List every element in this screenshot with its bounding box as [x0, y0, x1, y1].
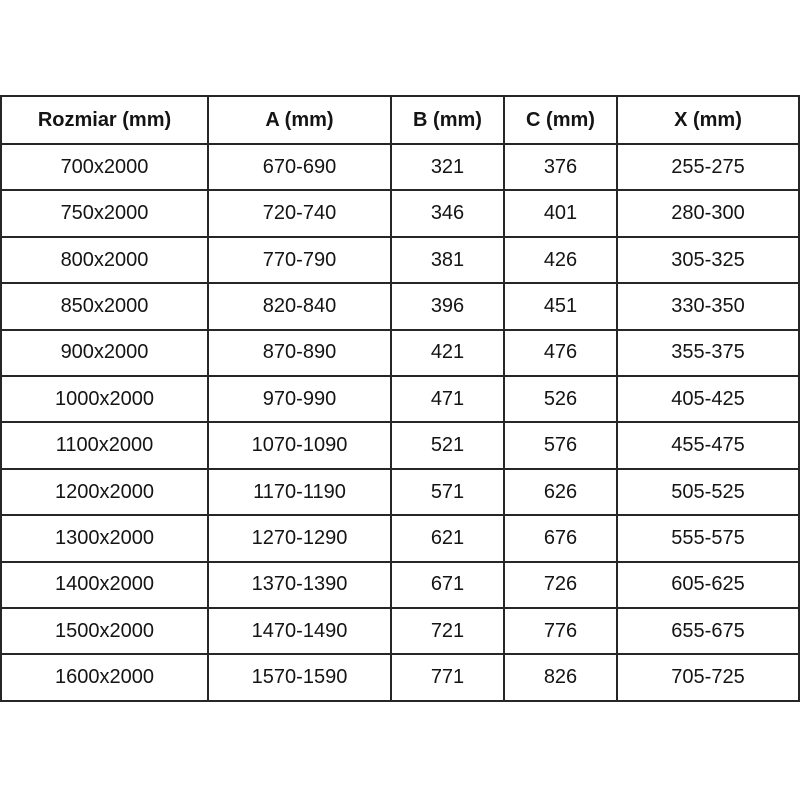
cell-a: 1470-1490 — [208, 608, 391, 654]
cell-c: 576 — [504, 422, 617, 468]
cell-a: 1370-1390 — [208, 562, 391, 608]
table-row — [1, 422, 799, 468]
cell-x: 280-300 — [617, 190, 799, 236]
cell-x: 455-475 — [617, 422, 799, 468]
cell-x: 705-725 — [617, 654, 799, 701]
cell-c: 451 — [504, 283, 617, 329]
cell-b: 381 — [391, 237, 504, 283]
table-row — [1, 515, 799, 561]
cell-b: 346 — [391, 190, 504, 236]
cell-x: 255-275 — [617, 144, 799, 190]
cell-rozmiar: 1500x2000 — [1, 608, 208, 654]
cell-x: 505-525 — [617, 469, 799, 515]
cell-b: 721 — [391, 608, 504, 654]
table-row — [1, 283, 799, 329]
table-header-row — [1, 96, 799, 144]
cell-a: 970-990 — [208, 376, 391, 422]
cell-x: 305-325 — [617, 237, 799, 283]
cell-rozmiar: 1400x2000 — [1, 562, 208, 608]
cell-c: 526 — [504, 376, 617, 422]
table-row — [1, 237, 799, 283]
cell-x: 355-375 — [617, 330, 799, 376]
table-row — [1, 608, 799, 654]
cell-b: 621 — [391, 515, 504, 561]
cell-a: 720-740 — [208, 190, 391, 236]
cell-rozmiar: 1200x2000 — [1, 469, 208, 515]
cell-c: 776 — [504, 608, 617, 654]
cell-rozmiar: 700x2000 — [1, 144, 208, 190]
cell-b: 521 — [391, 422, 504, 468]
column-header-x: X (mm) — [617, 96, 799, 144]
column-header-c: C (mm) — [504, 96, 617, 144]
cell-b: 471 — [391, 376, 504, 422]
cell-x: 655-675 — [617, 608, 799, 654]
cell-rozmiar: 900x2000 — [1, 330, 208, 376]
cell-a: 820-840 — [208, 283, 391, 329]
cell-a: 1270-1290 — [208, 515, 391, 561]
cell-a: 1070-1090 — [208, 422, 391, 468]
cell-b: 321 — [391, 144, 504, 190]
cell-a: 870-890 — [208, 330, 391, 376]
cell-a: 670-690 — [208, 144, 391, 190]
cell-c: 476 — [504, 330, 617, 376]
cell-x: 555-575 — [617, 515, 799, 561]
cell-rozmiar: 750x2000 — [1, 190, 208, 236]
cell-a: 770-790 — [208, 237, 391, 283]
cell-rozmiar: 1000x2000 — [1, 376, 208, 422]
cell-c: 726 — [504, 562, 617, 608]
cell-c: 626 — [504, 469, 617, 515]
table-row — [1, 469, 799, 515]
column-header-b: B (mm) — [391, 96, 504, 144]
cell-c: 376 — [504, 144, 617, 190]
column-header-rozmiar: Rozmiar (mm) — [1, 96, 208, 144]
cell-b: 571 — [391, 469, 504, 515]
cell-x: 405-425 — [617, 376, 799, 422]
table-row — [1, 190, 799, 236]
cell-b: 671 — [391, 562, 504, 608]
size-spec-table — [0, 95, 800, 702]
cell-b: 771 — [391, 654, 504, 701]
cell-x: 330-350 — [617, 283, 799, 329]
cell-rozmiar: 800x2000 — [1, 237, 208, 283]
cell-x: 605-625 — [617, 562, 799, 608]
cell-b: 396 — [391, 283, 504, 329]
cell-rozmiar: 850x2000 — [1, 283, 208, 329]
cell-rozmiar: 1300x2000 — [1, 515, 208, 561]
cell-a: 1170-1190 — [208, 469, 391, 515]
cell-rozmiar: 1600x2000 — [1, 654, 208, 701]
table-row — [1, 144, 799, 190]
table-row — [1, 562, 799, 608]
table-row — [1, 376, 799, 422]
cell-c: 826 — [504, 654, 617, 701]
table-row — [1, 330, 799, 376]
cell-b: 421 — [391, 330, 504, 376]
cell-c: 401 — [504, 190, 617, 236]
cell-rozmiar: 1100x2000 — [1, 422, 208, 468]
column-header-a: A (mm) — [208, 96, 391, 144]
cell-c: 676 — [504, 515, 617, 561]
table-row — [1, 654, 799, 701]
cell-c: 426 — [504, 237, 617, 283]
cell-a: 1570-1590 — [208, 654, 391, 701]
